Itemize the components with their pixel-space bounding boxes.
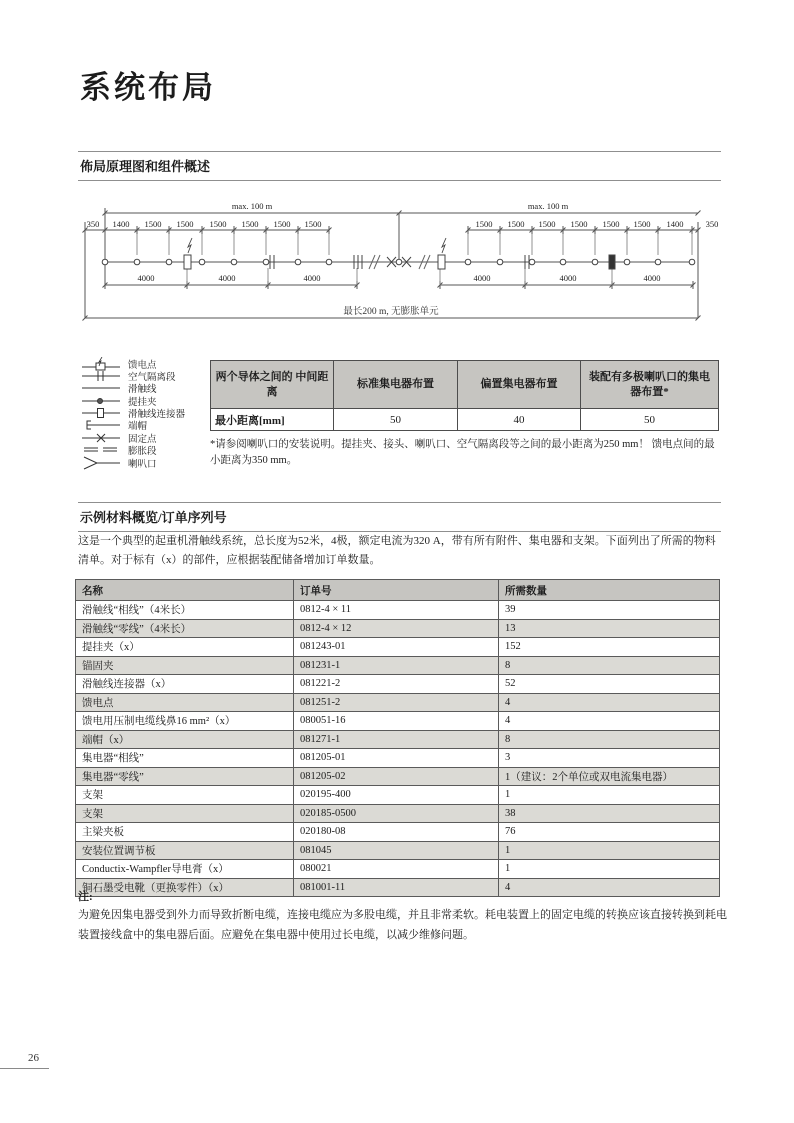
dim-label: 1400 [666,219,684,229]
spacing-table-data-row [211,409,719,431]
legend-label: 滑触线连接器 [128,410,186,421]
parts-order-table [75,579,720,897]
part-name-cell: 提挂夹（x） [76,638,294,657]
order-number-cell: 081251-2 [294,693,499,712]
min-distance-label: 最小距离[mm] [211,409,334,431]
parts-table-row [76,619,720,638]
dim-label: 1500 [633,219,651,229]
horn-mouth-icon [82,456,120,470]
legend-label: 空气隔离段 [128,372,176,383]
notes-text: 为避免因集电器受到外力而导致折断电缆，连接电缆应为多股电缆，并且非常柔软。耗电装置上的固定电缆的转换应该直接转换到耗电装置接线盒中的集电器后面。应避免在集电器中使用过长电缆，以减少维修问题。 [78,909,727,941]
dim-label: 4000 [303,273,321,283]
dim-label: max. 100 m [527,201,569,211]
conductor-spacing-table [210,360,719,431]
legend-label: 固定点 [128,434,157,445]
order-number-cell: 0812-4 × 12 [294,619,499,638]
dim-label: 4000 [218,273,236,283]
dim-label: 1500 [602,219,620,229]
part-name-cell: 馈电用压制电缆线鼻16 mm²（x） [76,712,294,731]
parts-table-row [76,878,720,897]
page-number-rule [0,1068,49,1069]
dim-label: 4000 [643,273,661,283]
part-name-cell: 安装位置调节板 [76,841,294,860]
dim-label: 1500 [273,219,291,229]
quantity-cell: 152 [499,638,720,657]
legend-label: 喇叭口 [128,459,157,470]
order-number-cell: 081271-1 [294,730,499,749]
overall-length-note: 最长200 m, 无膨胀单元 [343,307,439,317]
order-number-cell: 081221-2 [294,675,499,694]
spacing-header-cell: 装配有多极喇叭口的集电器布置* [581,361,719,409]
quantity-cell: 8 [499,730,720,749]
dim-label: 4000 [559,273,577,283]
min-distance-value: 50 [334,409,458,431]
part-name-cell: 锚固夹 [76,656,294,675]
quantity-cell: 13 [499,619,720,638]
legend-item [82,395,222,406]
order-number-cell: 081205-01 [294,749,499,768]
parts-table-row [76,823,720,842]
order-number-cell: 081045 [294,841,499,860]
parts-table-row [76,656,720,675]
order-number-cell: 020195-400 [294,786,499,805]
feed-point-symbol [438,255,445,269]
quantity-cell: 1 [499,786,720,805]
dim-label: 4000 [473,273,491,283]
quantity-cell: 1 [499,860,720,879]
dim-label: 1500 [176,219,194,229]
parts-table-header-row [76,580,720,601]
parts-table-row [76,841,720,860]
notes-label: 注: [78,891,93,903]
quantity-cell: 4 [499,693,720,712]
part-name-cell: 集电器“相线” [76,749,294,768]
legend-item [82,358,222,369]
anchor-clamp-symbol [609,255,615,269]
parts-table-row [76,638,720,657]
legend-item [82,420,222,431]
dim-label: 1500 [475,219,493,229]
part-name-cell: 支架 [76,786,294,805]
legend-item [82,370,222,381]
part-name-cell: 滑触线“相线”（4米长） [76,601,294,620]
dim-label: 1500 [241,219,259,229]
order-number-cell: 081001-11 [294,878,499,897]
dim-label: 4000 [137,273,155,283]
quantity-cell: 4 [499,712,720,731]
spacing-table-header-row [211,361,719,409]
min-distance-value: 40 [458,409,581,431]
legend-label: 端帽 [128,422,148,433]
parts-table-row [76,749,720,768]
legend-label: 滑触线 [128,385,157,396]
order-number-cell: 080051-16 [294,712,499,731]
part-name-cell: 馈电点 [76,693,294,712]
part-name-cell: 滑触线连接器（x） [76,675,294,694]
part-name-cell: 滑触线“零线”（4米长） [76,619,294,638]
section-heading-material-overview: 示例材料概览/订单序列号 [78,502,721,532]
parts-header-name: 名称 [76,580,294,601]
quantity-cell: 1（建议：2个单位或双电流集电器） [499,767,720,786]
dim-label: 350 [705,219,719,229]
min-distance-value: 50 [581,409,719,431]
material-overview-intro: 这是一个典型的起重机滑触线系统，总长度为52米，4极，额定电流为320 A，带有所有附件、集电器和支架。下面列出了所需的物料清单。对于标有（x）的部件，应根据装配储备增加订单数量。 [78,535,716,566]
legend-label: 提挂夹 [128,397,157,408]
legend-item [82,445,222,456]
order-number-cell: 081231-1 [294,656,499,675]
parts-header-quantity: 所需数量 [499,580,720,601]
section-heading-layout-overview: 佈局原理图和组件概述 [78,151,721,181]
parts-table-row [76,804,720,823]
legend-item [82,432,222,443]
quantity-cell: 39 [499,601,720,620]
part-name-cell: Conductix-Wampfler导电膏（x） [76,860,294,879]
quantity-cell: 4 [499,878,720,897]
spacing-header-cell: 偏置集电器布置 [458,361,581,409]
parts-table-row [76,786,720,805]
legend-item [82,383,222,394]
part-name-cell: 铜石墨受电靴（更换零件）（x） [76,878,294,897]
parts-table-row [76,860,720,879]
legend-item [82,408,222,419]
order-number-cell: 020185-0500 [294,804,499,823]
order-number-cell: 0812-4 × 11 [294,601,499,620]
quantity-cell: 8 [499,656,720,675]
dim-label: 1500 [209,219,227,229]
dim-label: 1400 [112,219,130,229]
spacing-header-cell: 标准集电器布置 [334,361,458,409]
legend-label: 馈电点 [128,360,157,371]
dim-label: 1500 [538,219,556,229]
quantity-cell: 1 [499,841,720,860]
dim-label: 1500 [304,219,322,229]
parts-table-row [76,693,720,712]
legend-label: 膨胀段 [128,447,157,458]
dim-label: max. 100 m [231,201,273,211]
parts-header-order-number: 订单号 [294,580,499,601]
dim-label: 1500 [144,219,162,229]
spacing-header-cell: 两个导体之间的 中间距离 [211,361,334,409]
quantity-cell: 76 [499,823,720,842]
feed-point-symbol [184,255,191,269]
parts-table-row [76,767,720,786]
page-title: 系统布局 [80,70,216,105]
dim-label: 1500 [570,219,588,229]
dim-label: 350 [86,219,100,229]
legend-item [82,457,222,468]
order-number-cell: 080021 [294,860,499,879]
page-number: 26 [28,1052,39,1064]
diagram-legend [82,358,222,468]
part-name-cell: 集电器“零线” [76,767,294,786]
parts-table-row [76,730,720,749]
system-layout-diagram [78,196,742,328]
quantity-cell: 38 [499,804,720,823]
dim-label: 1500 [507,219,525,229]
order-number-cell: 081205-02 [294,767,499,786]
diagram-labels [87,201,719,317]
part-name-cell: 端帽（x） [76,730,294,749]
quantity-cell: 52 [499,675,720,694]
parts-table-row [76,675,720,694]
order-number-cell: 081243-01 [294,638,499,657]
parts-table-row [76,601,720,620]
quantity-cell: 3 [499,749,720,768]
part-name-cell: 支架 [76,804,294,823]
parts-table-row [76,712,720,731]
spacing-table-footnote: *请参阅喇叭口的安装说明。提挂夹、接头、喇叭口、空气隔离段等之间的最小距离为250 mm！ 馈电点间的最小距离为350 mm。 [210,439,715,466]
part-name-cell: 主梁夹板 [76,823,294,842]
order-number-cell: 020180-08 [294,823,499,842]
